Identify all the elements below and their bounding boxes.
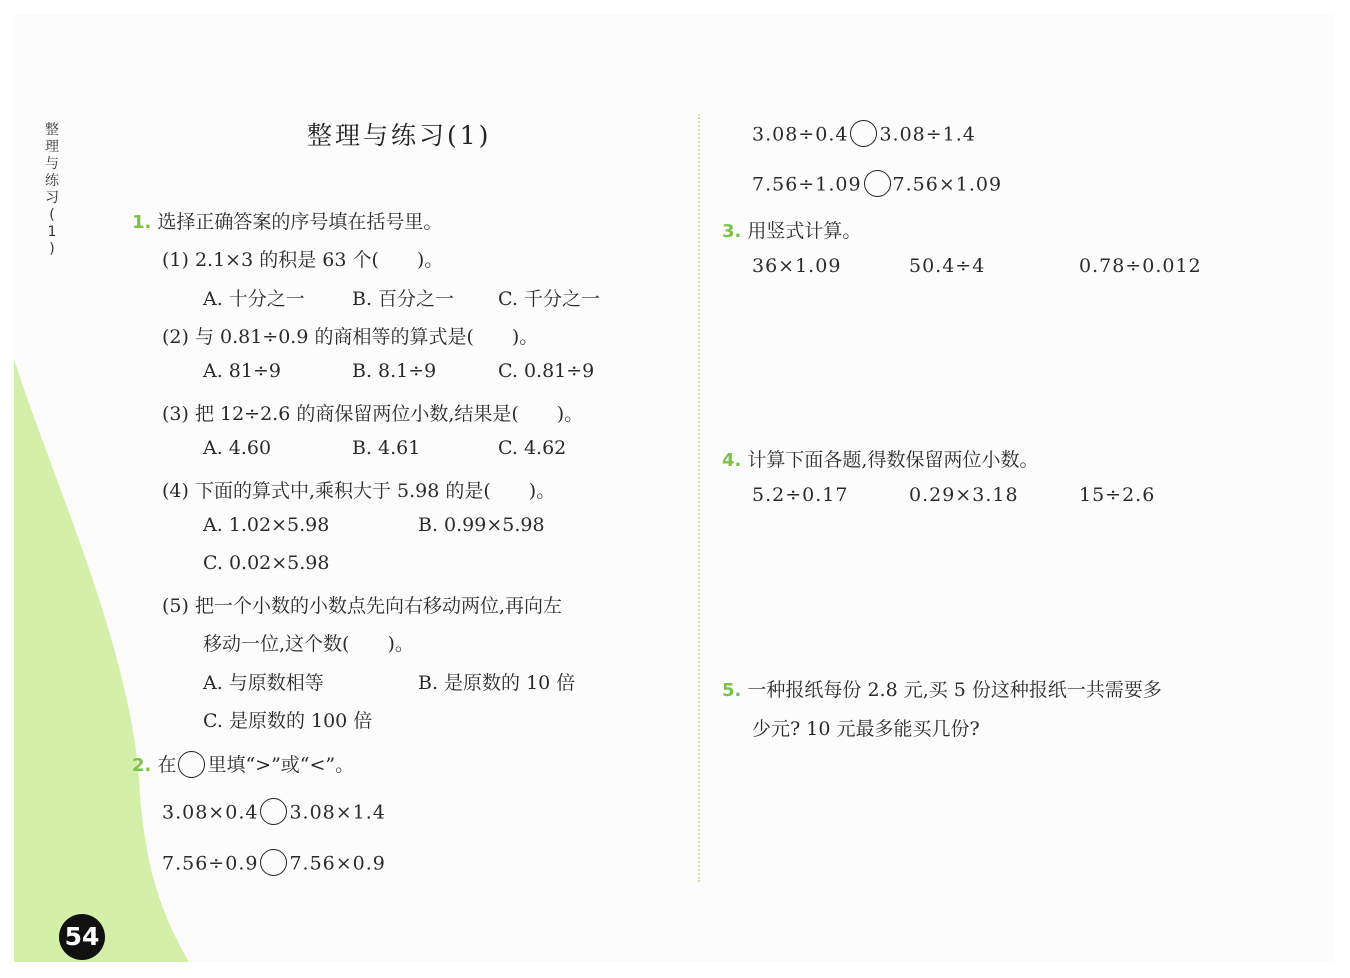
q1-sub3-text: (3) 把 12÷2.6 的商保留两位小数,结果是( )。 <box>162 403 584 425</box>
q3-prompt: 用竖式计算。 <box>747 220 862 242</box>
q2-number: 2. <box>132 755 152 776</box>
q3-item-2: 50.4÷4 <box>909 255 986 277</box>
q1-sub2-option-c: C. 0.81÷9 <box>498 360 595 382</box>
q5-number: 5. <box>722 680 742 701</box>
q5-line1: 一种报纸每份 2.8 元,买 5 份这种报纸一共需要多 <box>747 679 1162 701</box>
q1-sub4-option-c: C. 0.02×5.98 <box>203 552 330 574</box>
q4-prompt: 计算下面各题,得数保留两位小数。 <box>747 449 1039 471</box>
q1-heading <box>132 207 442 234</box>
q1-sub5-text-line2: 移动一位,这个数( )。 <box>203 633 414 655</box>
q2-prompt-post: 里填“>”或“<”。 <box>207 754 355 776</box>
q4-heading <box>722 445 1038 472</box>
q3-heading <box>722 216 861 243</box>
answer-circle-3[interactable] <box>850 120 877 147</box>
side-chapter-label: 整 理 与 练 习 ( 1 ) <box>45 122 59 257</box>
page-number-badge: 54 <box>59 914 105 960</box>
q1-sub3-option-a: A. 4.60 <box>203 437 272 459</box>
q1-sub4-text: (4) 下面的算式中,乘积大于 5.98 的是( )。 <box>162 480 556 502</box>
worksheet-page <box>14 14 1334 962</box>
q1-sub4-option-a: A. 1.02×5.98 <box>203 514 330 536</box>
q1-sub5-option-c: C. 是原数的 100 倍 <box>203 710 373 732</box>
answer-circle-4[interactable] <box>864 170 891 197</box>
q1-sub5-option-a: A. 与原数相等 <box>203 672 324 694</box>
q1-number: 1. <box>132 212 152 233</box>
q4-item-1: 5.2÷0.17 <box>752 484 849 506</box>
q1-sub4-option-b: B. 0.99×5.98 <box>418 514 545 536</box>
q2-prompt-pre: 在 <box>157 754 177 776</box>
q1-sub1-option-a: A. 十分之一 <box>203 288 305 310</box>
q5-heading <box>722 675 1162 702</box>
q3-number: 3. <box>722 221 742 242</box>
answer-circle-2[interactable] <box>260 849 287 876</box>
q2-expression-2: 7.56÷0.9 7.56×0.9 <box>162 851 386 878</box>
q4-item-3: 15÷2.6 <box>1079 484 1156 506</box>
compare-circle-icon <box>178 751 205 778</box>
q1-sub1-option-c: C. 千分之一 <box>498 288 600 310</box>
q2-expression-1: 3.08×0.4 3.08×1.4 <box>162 800 386 827</box>
q4-item-2: 0.29×3.18 <box>909 484 1019 506</box>
q2-expression-4: 7.56÷1.09 7.56×1.09 <box>752 172 1002 199</box>
q1-sub3-option-c: C. 4.62 <box>498 437 567 459</box>
q2-expression-3: 3.08÷0.4 3.08÷1.4 <box>752 122 976 149</box>
q1-sub5-text-line1: (5) 把一个小数的小数点先向右移动两位,再向左 <box>162 595 562 617</box>
q3-item-1: 36×1.09 <box>752 255 842 277</box>
q2-heading <box>132 750 354 780</box>
column-divider <box>698 114 704 882</box>
answer-circle-1[interactable] <box>260 798 287 825</box>
q4-number: 4. <box>722 450 742 471</box>
q1-sub1-option-b: B. 百分之一 <box>352 288 455 310</box>
q1-prompt: 选择正确答案的序号填在括号里。 <box>157 211 443 233</box>
page-title: 整理与练习(1) <box>307 121 492 150</box>
q3-item-3: 0.78÷0.012 <box>1079 255 1202 277</box>
q5-line2: 少元? 10 元最多能买几份? <box>752 718 980 740</box>
q1-sub2-option-a: A. 81÷9 <box>203 360 281 382</box>
q1-sub1-text: (1) 2.1×3 的积是 63 个( )。 <box>162 249 444 271</box>
q1-sub2-option-b: B. 8.1÷9 <box>352 360 437 382</box>
q1-sub5-option-b: B. 是原数的 10 倍 <box>418 672 576 694</box>
q1-sub2-text: (2) 与 0.81÷0.9 的商相等的算式是( )。 <box>162 326 539 348</box>
q1-sub3-option-b: B. 4.61 <box>352 437 421 459</box>
